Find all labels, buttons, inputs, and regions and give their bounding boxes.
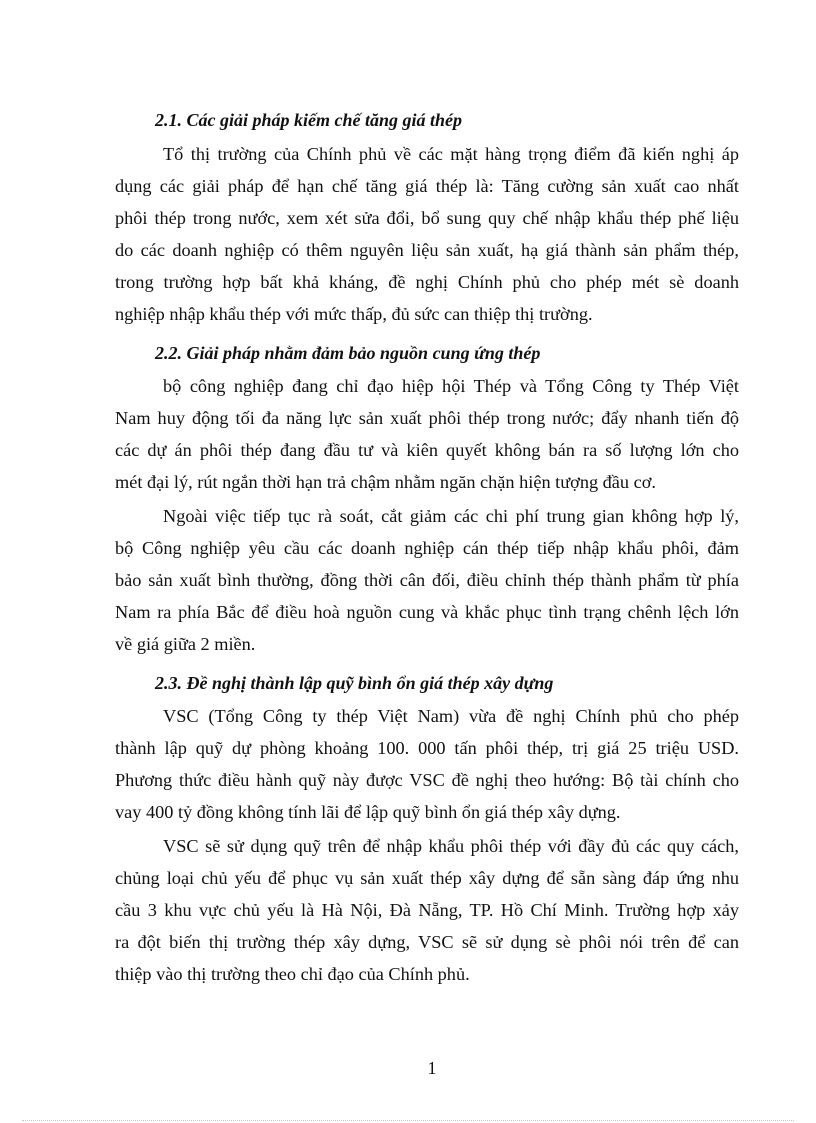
section-heading-2-1: 2.1. Các giải pháp kiếm chế tăng giá thép [155,110,463,130]
text-line: Tổ thị trường của Chính phủ về các mặt hàng trọng điểm đã kiến nghị áp [163,144,739,164]
text-line: bảo sản xuất bình thường, đồng thời cân đối, điều chỉnh thép thành phẩm từ phía [115,570,739,590]
text-line: thiệp vào thị trường theo chỉ đạo của Chính phủ. [115,964,470,984]
text-line: trong trường hợp bất khả kháng, đề nghị Chính phủ cho phép mét sè doanh [115,272,739,292]
text-line: vay 400 tỷ đồng không tính lãi để lập quỹ bình ổn giá thép xây dựng. [115,802,621,822]
text-line: chủng loại chủ yếu để phục vụ sản xuất thép xây dựng để sẵn sàng đáp ứng nhu [115,868,739,888]
text-line: mét đại lý, rút ngắn thời hạn trả chậm nhằm ngăn chặn hiện tượng đầu cơ. [115,472,656,492]
text-line: do các doanh nghiệp có thêm nguyên liệu sản xuất, hạ giá thành sản phẩm thép, [115,240,739,260]
text-line: dụng các giải pháp để hạn chế tăng giá thép là: Tăng cường sản xuất cao nhất [115,176,739,196]
text-line: phôi thép trong nước, xem xét sửa đổi, bổ sung quy chế nhập khẩu thép phế liệu [115,208,739,228]
text-line: Ngoài việc tiếp tục rà soát, cắt giảm các chi phí trung gian không hợp lý, [163,506,739,526]
section-heading-2-2: 2.2. Giải pháp nhằm đảm bảo nguồn cung ứng thép [155,343,541,363]
text-line: cầu 3 khu vực chủ yếu là Hà Nội, Đà Nẵng, TP. Hồ Chí Minh. Trường hợp xảy [115,900,739,920]
text-line: bộ Công nghiệp yêu cầu các doanh nghiệp cán thép tiếp nhập khẩu phôi, đảm [115,538,739,558]
text-line: VSC (Tổng Công ty thép Việt Nam) vừa đề nghị Chính phủ cho phép [163,706,739,726]
text-line: Nam huy động tối đa năng lực sản xuất phôi thép trong nước; đẩy nhanh tiến độ [115,408,739,428]
page-bottom-divider [22,1120,794,1121]
text-line: bộ công nghiệp đang chỉ đạo hiệp hội Thép và Tổng Công ty Thép Việt [163,376,739,396]
text-line: các dự án phôi thép đang đầu tư và kiên quyết không bán ra số lượng lớn cho [115,440,739,460]
page-number: 1 [427,1058,437,1078]
text-line: Nam ra phía Bắc để điều hoà nguồn cung và khắc phục tình trạng chênh lệch lớn [115,602,739,622]
text-line: nghiệp nhập khẩu thép với mức thấp, đủ sức can thiệp thị trường. [115,304,593,324]
text-line: ra đột biến thị trường thép xây dựng, VSC sẽ sử dụng sè phôi nói trên để can [115,932,739,952]
text-line: thành lập quỹ dự phòng khoảng 100. 000 tấn phôi thép, trị giá 25 triệu USD. [115,738,739,758]
text-line: Phương thức điều hành quỹ này được VSC đề nghị theo hướng: Bộ tài chính cho [115,770,739,790]
section-heading-2-3: 2.3. Đề nghị thành lập quỹ bình ổn giá thép xây dựng [155,673,554,693]
text-line: VSC sẽ sử dụng quỹ trên để nhập khẩu phôi thép với đầy đủ các quy cách, [163,836,739,856]
text-line: về giá giữa 2 miền. [115,634,256,654]
